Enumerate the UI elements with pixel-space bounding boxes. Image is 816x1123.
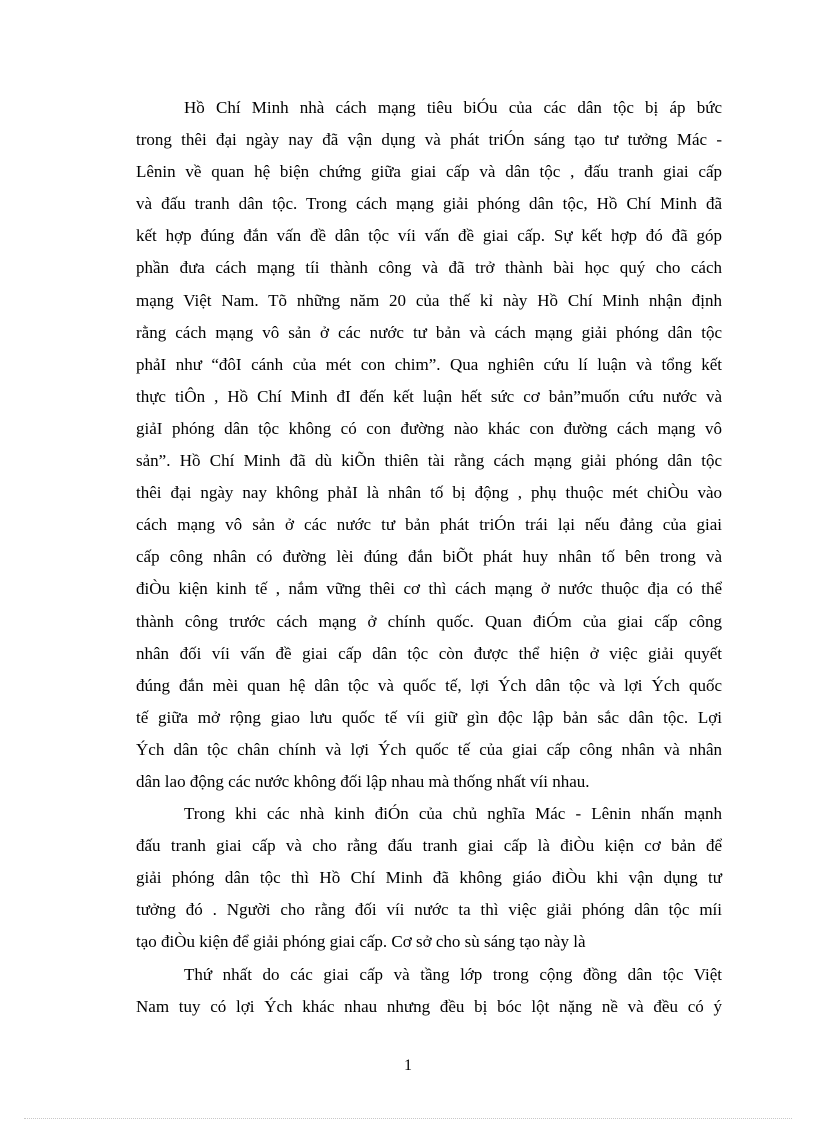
text-line: tế giữa mở rộng giao lưu quốc tế víi giữ gìn độc lập bản sắc dân tộc. Lợi [136,707,722,727]
text-line: Thứ nhất do các giai cấp và tầng lớp trong cộng đồng dân tộc Việt [184,964,722,984]
text-line: tưởng đó . Người cho rằng đối víi nước ta thì việc giải phóng dân tộc míi [136,900,722,920]
text-line: sản”. Hồ Chí Minh đã dù kiÕn thiên tài rằng cách mạng giải phóng dân tộc [136,451,722,471]
text-line: giải phóng dân tộc thì Hồ Chí Minh đã không giáo điÒu khi vận dụng tư [136,868,722,888]
text-line: Hồ Chí Minh nhà cách mạng tiêu biÓu của các dân tộc bị áp bức [184,98,722,117]
text-line: mạng Việt Nam. Tõ những năm 20 của thế kỉ này Hồ Chí Minh nhận định [136,290,722,310]
text-line: đúng đắn mèi quan hệ dân tộc và quốc tế, lợi Ých dân tộc và lợi Ých quốc [136,675,722,695]
text-line: thực tiÔn , Hồ Chí Minh đI đến kết luận hết sức cơ bản”muốn cứu nước và [136,386,722,406]
text-line: giảI phóng dân tộc không có con đường nào khác con đường cách mạng vô [136,418,722,438]
text-line: nhân đối víi vấn đề giai cấp dân tộc còn được thể hiện ở việc giải quyết [136,643,722,663]
text-line: kết hợp đúng đắn vấn đề dân tộc víi vấn đề giai cấp. Sự kết hợp đó đã góp [136,226,722,246]
paragraph-1 [136,92,722,798]
text-line: Trong khi các nhà kinh điÓn của chủ nghĩa Mác - Lênin nhấn mạnh [184,804,722,824]
text-line: thêi đại ngày nay không phảI là nhân tố bị động , phụ thuộc mét chiÒu vào [136,483,722,503]
text-line: phần đưa cách mạng tíi thành công và đã trở thành bài học quý cho cách [136,258,722,278]
paragraph-2 [136,798,722,958]
text-line: tạo điÒu kiện để giải phóng giai cấp. Cơ sở cho sù sáng tạo này là [136,932,586,952]
text-line: phảI như “đôI cánh của mét con chim”. Qua nghiên cứu lí luận và tổng kết [136,354,722,374]
page-number: 1 [404,1057,412,1074]
paragraph-3 [136,959,722,1023]
text-line: và đấu tranh dân tộc. Trong cách mạng giải phóng dân tộc, Hồ Chí Minh đã [136,194,722,214]
page-bottom-edge [24,1118,792,1119]
document-body [136,92,722,1023]
text-line: cách mạng vô sản ở các nước tư bản phát triÓn trái lại nếu đảng của giai [136,515,722,535]
text-line: rằng cách mạng vô sản ở các nước tư bản và cách mạng giải phóng dân tộc [136,322,722,342]
text-line: cấp công nhân có đường lèi đúng đắn biÕt phát huy nhân tố bên trong và [136,547,722,567]
text-line: đấu tranh giai cấp và cho rằng đấu tranh giai cấp là điÒu kiện cơ bản để [136,836,722,856]
text-line: Lênin về quan hệ biện chứng giữa giai cấp và dân tộc , đấu tranh giai cấp [136,162,722,182]
text-line: trong thêi đại ngày nay đã vận dụng và phát triÓn sáng tạo tư tưởng Mác - [136,130,722,150]
text-line: dân lao động các nước không đối lập nhau mà thống nhất víi nhau. [136,771,590,791]
text-line: thành công trước cách mạng ở chính quốc. Quan điÓm của giai cấp công [136,611,722,631]
text-line: Ých dân tộc chân chính và lợi Ých quốc tế của giai cấp công nhân và nhân [136,739,722,759]
text-line: điÒu kiện kinh tế , nắm vững thêi cơ thì cách mạng ở nước thuộc địa có thể [136,579,722,599]
text-line: Nam tuy có lợi Ých khác nhau nhưng đều bị bóc lột nặng nề và đều có ý [136,996,722,1016]
